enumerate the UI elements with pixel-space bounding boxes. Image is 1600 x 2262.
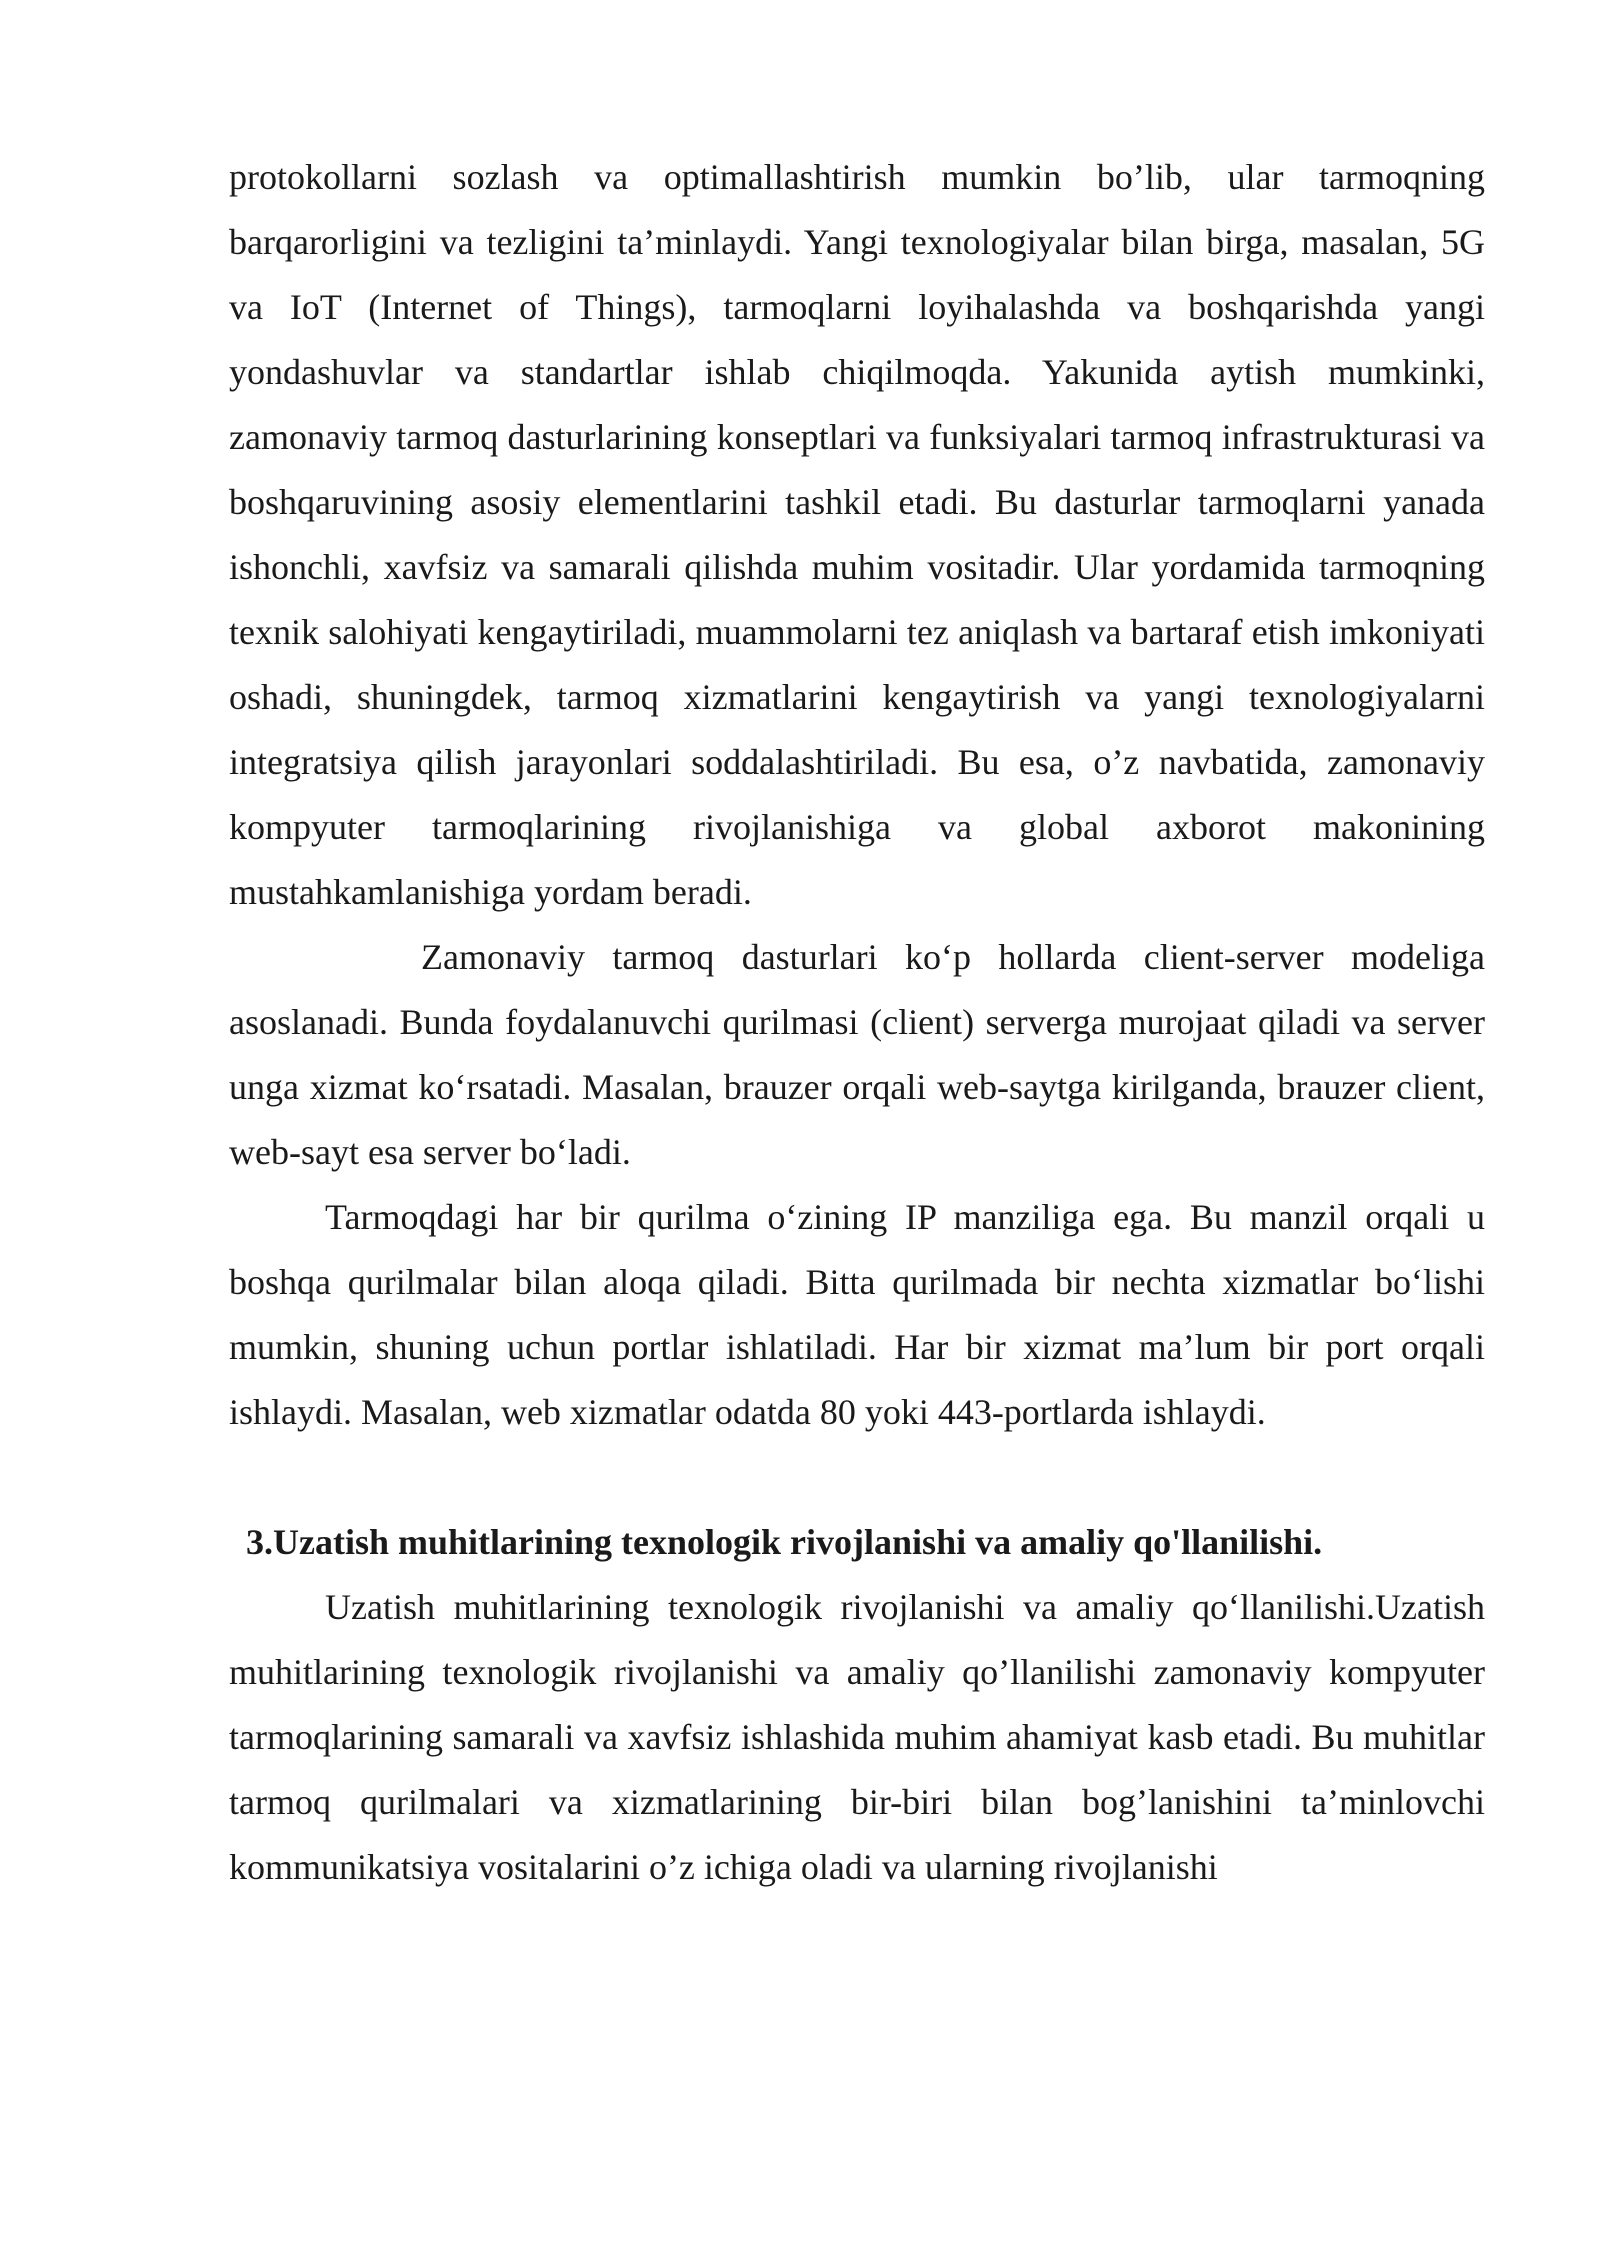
paragraph-2: Zamonaviy tarmoq dasturlari ko‘p hollarda client-server modeliga asoslanadi. Bunda foydalanuvchi qurilmasi (client) serverga murojaat qiladi va server unga xizmat ko‘rsatadi. Masalan, brauzer orqali web-saytga kirilganda, brauzer client, web-sayt esa server bo‘ladi. <box>229 937 1485 1172</box>
paragraph-3: Tarmoqdagi har bir qurilma o‘zining IP manziliga ega. Bu manzil orqali u boshqa qurilmalar bilan aloqa qiladi. Bitta qurilmada bir nechta xizmatlar bo‘lishi mumkin, shuning uchun portlar ishlatiladi. Har bir xizmat ma’lum bir port orqali ishlaydi. Masalan, web xizmatlar odatda 80 yoki 443-portlarda ishlaydi. <box>229 1197 1485 1432</box>
document-body <box>229 145 1485 1900</box>
paragraph-spacer <box>229 1445 1485 1510</box>
paragraph-1: protokollarni sozlash va optimallashtirish mumkin bo’lib, ular tarmoqning barqarorligini va tezligini ta’minlaydi. Yangi texnologiyalar bilan birga, masalan, 5G va IoT (Internet of Things), tarmoqlarni loyihalashda va boshqarishda yangi yondashuvlar va standartlar ishlab chiqilmoqda. Yakunida aytish mumkinki, zamonaviy tarmoq dasturlarining konseptlari va funksiyalari tarmoq infrastrukturasi va boshqaruvining asosiy elementlarini tashkil etadi. Bu dasturlar tarmoqlarni yanada ishonchli, xavfsiz va samarali qilishda muhim vositadir. Ular yordamida tarmoqning texnik salohiyati kengaytiriladi, muammolarni tez aniqlash va bartaraf etish imkoniyati oshadi, shuningdek, tarmoq xizmatlarini kengaytirish va yangi texnologiyalarni integratsiya qilish jarayonlari soddalashtiriladi. Bu esa, o’z navbatida, zamonaviy kompyuter tarmoqlarining rivojlanishiga va global axborot makonining mustahkamlanishiga yordam beradi. <box>229 157 1485 912</box>
paragraph-4: Uzatish muhitlarining texnologik rivojlanishi va amaliy qo‘llanilishi.Uzatish muhitlarining texnologik rivojlanishi va amaliy qo’llanilishi zamonaviy kompyuter tarmoqlarining samarali va xavfsiz ishlashida muhim ahamiyat kasb etadi. Bu muhitlar tarmoq qurilmalari va xizmatlarining bir-biri bilan bog’lanishini ta’minlovchi kommunikatsiya vositalarini o’z ichiga oladi va ularning rivojlanishi <box>229 1587 1485 1887</box>
section-heading: 3.Uzatish muhitlarining texnologik rivojlanishi va amaliy qo'llanilishi. <box>246 1522 1323 1562</box>
